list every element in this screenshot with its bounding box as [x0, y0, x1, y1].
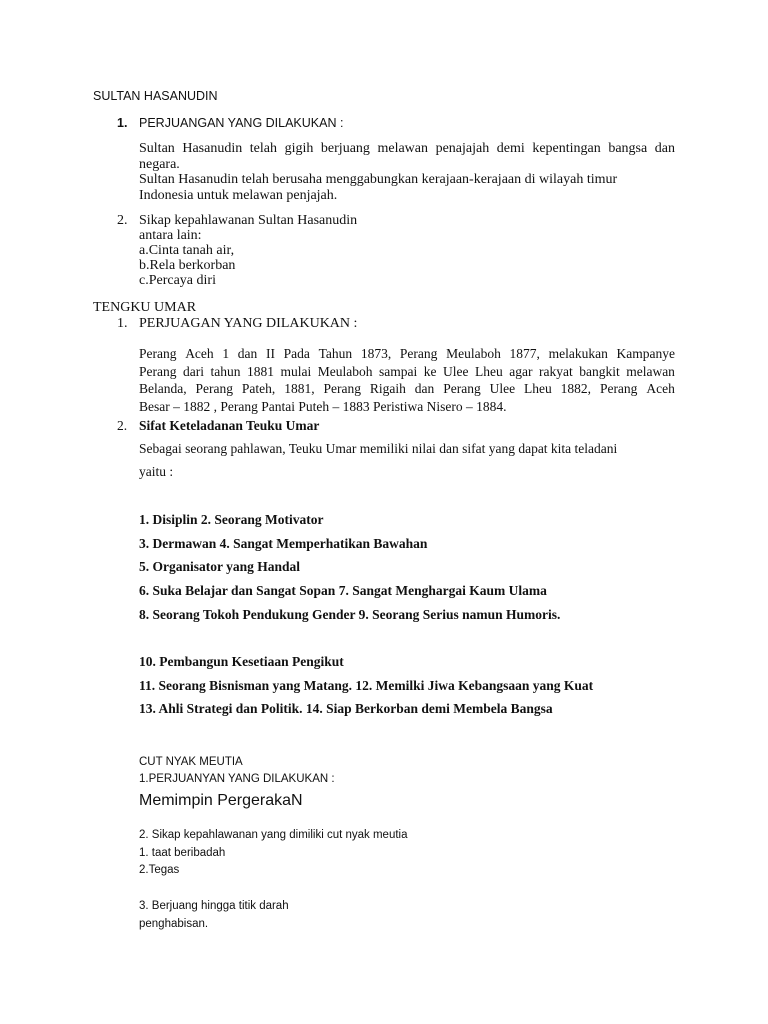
word: berjuang	[320, 141, 370, 156]
heading-perjuangan-meutia: 1.PERJUANYAN YANG DILAKUKAN :	[139, 773, 335, 785]
word: kepentingan	[532, 141, 601, 156]
text-line	[139, 364, 675, 382]
word: Perang	[139, 363, 177, 379]
word: gigih	[284, 141, 314, 156]
word: ke	[423, 363, 437, 379]
word: 1882,	[560, 381, 592, 396]
word: Lheu	[524, 381, 552, 396]
list-item: 2.Tegas	[139, 864, 180, 876]
word: dari	[183, 363, 204, 379]
word: Tahun	[318, 346, 353, 361]
word: Ulee	[489, 381, 516, 396]
word: sampai	[379, 363, 418, 379]
paragraph-perjuangan-umar	[139, 346, 675, 416]
intro-keteladanan: Sebagai seorang pahlawan, Teuku Umar memiliki nilai dan sifat yang dapat kita teladani	[139, 441, 618, 456]
trait-line: 6. Suka Belajar dan Sangat Sopan 7. Sangat Menghargai Kaum Ulama	[139, 583, 547, 598]
text-line: b.Rela berkorban	[139, 258, 236, 273]
word: rakyat	[538, 363, 573, 379]
word: Kampanye	[616, 346, 675, 361]
word: II	[265, 346, 275, 361]
trait-line: 1. Disiplin 2. Seorang Motivator	[139, 512, 324, 527]
word: mulai	[280, 363, 312, 379]
word: 1873,	[360, 346, 392, 361]
trait-line: 5. Organisator yang Handal	[139, 559, 301, 574]
heading-sikap-meutia: 2. Sikap kepahlawanan yang dimiliki cut nyak meutia	[139, 829, 408, 841]
intro-keteladanan: yaitu :	[139, 464, 174, 479]
list-number: 1.	[117, 316, 128, 331]
word: melakukan	[548, 346, 608, 361]
word: Perang	[139, 346, 177, 361]
word: demi	[496, 141, 525, 156]
word: 1	[222, 346, 230, 361]
word: Aceh	[646, 381, 675, 396]
word: melawan	[377, 141, 428, 156]
word: Belanda,	[139, 381, 187, 396]
heading-berjuang-meutia: 3. Berjuang hingga titik darah	[139, 900, 289, 912]
word: dan	[414, 381, 435, 396]
word: Perang	[399, 346, 438, 361]
text-line	[139, 346, 675, 364]
word: 1881,	[284, 381, 315, 396]
word: Meulaboh	[317, 363, 373, 379]
word: Perang	[599, 381, 638, 396]
trait-line: 8. Seorang Tokoh Pendukung Gender 9. Seorang Serius namun Humoris.	[139, 607, 561, 622]
word: Lheu	[474, 363, 503, 379]
word: Hasanudin	[182, 141, 243, 156]
word: penajajah	[435, 141, 490, 156]
word: Aceh	[185, 346, 214, 361]
word: agar	[509, 363, 533, 379]
heading-perjuangan-hasanudin: PERJUANGAN YANG DILAKUKAN :	[139, 116, 344, 130]
text-line: antara lain:	[139, 228, 202, 243]
section-title-meutia: CUT NYAK MEUTIA	[139, 756, 243, 768]
word: Pateh,	[241, 381, 276, 396]
word: bangkit	[579, 363, 620, 379]
word: Perang	[323, 381, 361, 396]
word: Rigaih	[369, 381, 406, 396]
word: Sultan	[139, 141, 175, 156]
word: melawan	[626, 363, 675, 379]
trait-line: 13. Ahli Strategi dan Politik. 14. Siap Berkorban demi Membela Bangsa	[139, 701, 553, 716]
text-line: Sultan Hasanudin telah berusaha menggabungkan kerajaan-kerajaan di wilayah timur	[139, 172, 618, 187]
word: telah	[249, 141, 278, 156]
word: 1881	[247, 363, 274, 379]
text-line: penghabisan.	[139, 918, 209, 930]
section-title-hasanudin: SULTAN HASANUDIN	[93, 89, 218, 103]
word: Perang	[195, 381, 234, 396]
heading-perjuangan-umar: PERJUAGAN YANG DILAKUKAN :	[139, 316, 358, 331]
word: Perang	[443, 381, 481, 396]
text-line: Sikap kepahlawanan Sultan Hasanudin	[139, 213, 358, 228]
answer-perjuangan-meutia: Memimpin PergerakaN	[139, 792, 303, 809]
paragraph-perjuangan-hasanudin	[139, 141, 675, 203]
trait-line: 10. Pembangun Kesetiaan Pengikut	[139, 654, 344, 669]
text-line: c.Percaya diri	[139, 273, 216, 288]
trait-line: 11. Seorang Bisnisman yang Matang. 12. Memilki Jiwa Kebangsaan yang Kuat	[139, 678, 594, 693]
sikap-hasanudin-list	[139, 213, 357, 288]
list-item: 1. taat beribadah	[139, 847, 226, 859]
word: Ulee	[443, 363, 469, 379]
section-title-umar: TENGKU UMAR	[93, 300, 197, 315]
text-line: a.Cinta tanah air,	[139, 243, 235, 258]
text-line: Indonesia untuk melawan penjajah.	[139, 187, 338, 203]
list-number: 1.	[117, 116, 128, 130]
word: Pada	[283, 346, 310, 361]
list-number: 2.	[117, 418, 128, 433]
list-number: 2.	[117, 213, 128, 228]
word: bangsa	[608, 141, 648, 156]
word: tahun	[210, 363, 241, 379]
text-line	[139, 381, 675, 399]
word: 1877,	[509, 346, 540, 361]
text-line: negara.	[139, 156, 180, 172]
heading-keteladanan-umar: Sifat Keteladanan Teuku Umar	[139, 418, 320, 433]
trait-line: 3. Dermawan 4. Sangat Memperhatikan Bawahan	[139, 536, 428, 551]
word: Meulaboh	[446, 346, 501, 361]
word: dan	[237, 346, 258, 361]
text-line	[139, 141, 675, 157]
text-line: Besar – 1882 , Perang Pantai Puteh – 1883 Peristiwa Nisero – 1884.	[139, 398, 507, 414]
word: dan	[654, 141, 675, 156]
